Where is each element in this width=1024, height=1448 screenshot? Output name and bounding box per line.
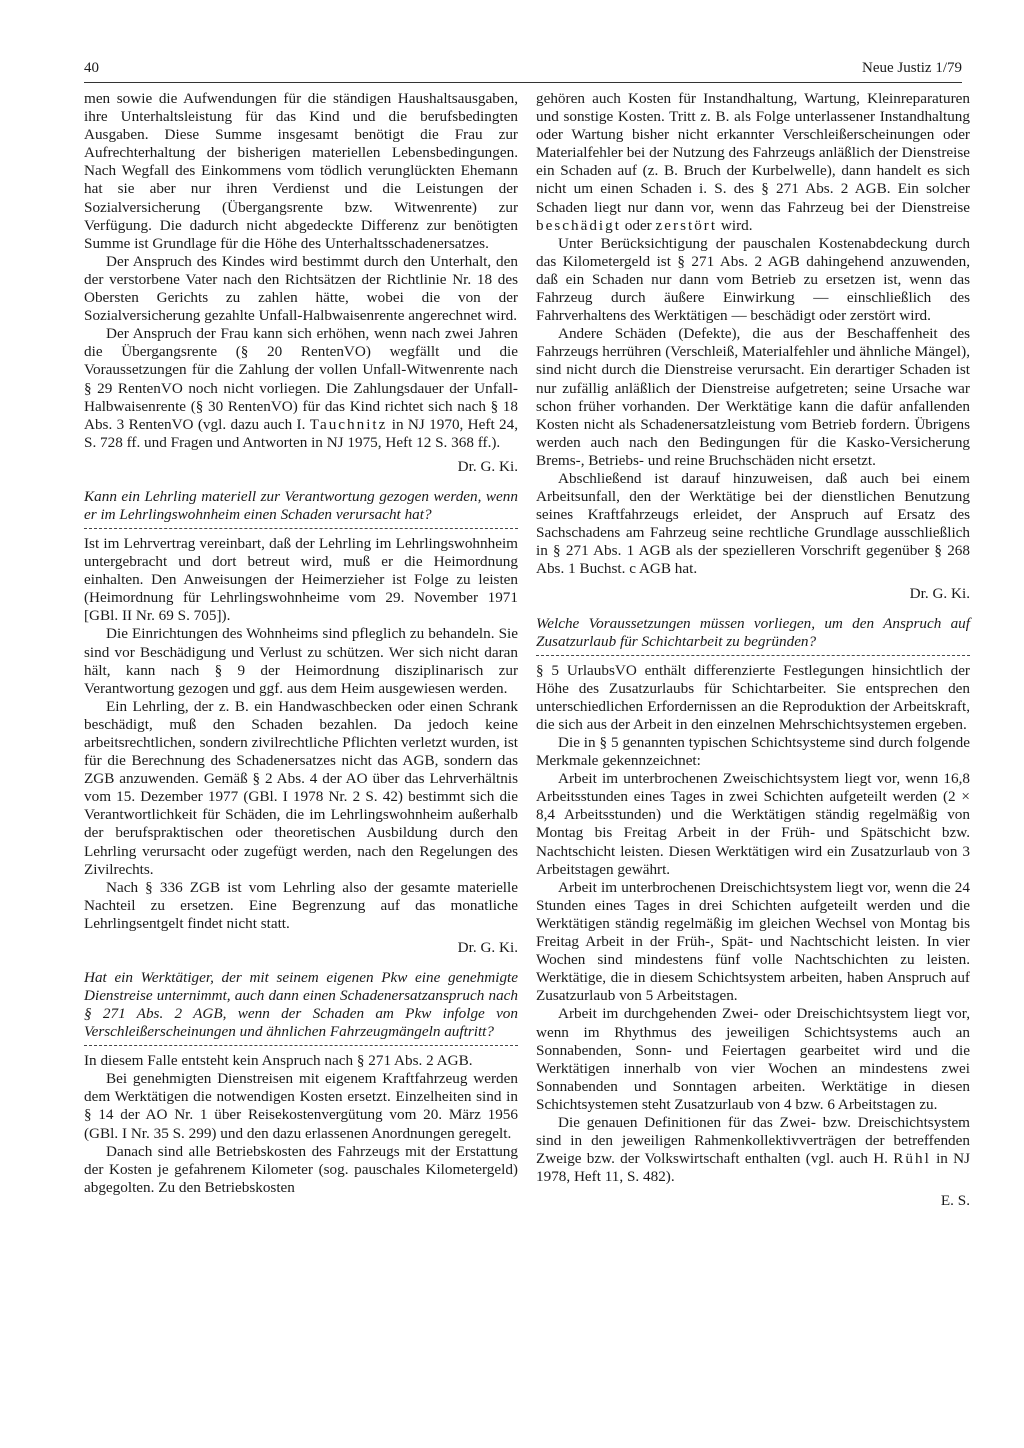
paragraph: Ein Lehrling, der z. B. ein Handwaschbecken oder einen Schrank beschädigt, muß den Schaden bezahlen. Da jedoch keine arbeitsrechtlichen, sondern zivilrechtliche Pflichten verletzt wurden, ist für die Berechnung des Schadenersatzes nicht das AGB, sondern das ZGB anzuwenden. Gemäß § 2 Abs. 4 der AO über das Lehrverhältnis vom 15. Dezember 1977 (GBl. I 1978 Nr. 2 S. 42) bestimmt sich die Verantwortlichkeit für Schäden, die im Lehrlingswohnheim außerhalb der berufspraktischen oder theoretischen Ausbildung durch den Lehrling verursacht oder zugefügt werden, nach den Regelungen des Zivilrechts.: [84, 697, 518, 878]
paragraph: Bei genehmigten Dienstreisen mit eigenem Kraftfahrzeug werden dem Werktätigen die notwendigen Kosten ersetzt. Einzelheiten sind in § 14 der AO Nr. 1 über Reisekostenvergütung vom 20. März 1956 (GBl. I Nr. 35 S. 299) und den dazu erlassenen Anordnungen geregelt.: [84, 1070, 518, 1142]
paragraph: In diesem Falle entsteht kein Anspruch nach § 271 Abs. 2 AGB.: [84, 1052, 473, 1070]
paragraph: § 5 UrlaubsVO enthält differenzierte Festlegungen hinsichtlich der Höhe des Zusatzurlaubs für Schichtarbeiter. Sie entsprechen den unterschiedlichen Erfordernissen an die Reproduktion der Arbeitskraft, die sich aus der Arbeit in den einzelnen Mehrschichtsystemen ergeben.: [536, 661, 970, 733]
page-number: 40: [84, 60, 99, 76]
paragraph: Der Anspruch der Frau kann sich erhöhen, wenn nach zwei Jahren die Übergangsrente (§ 20 RentenVO) wegfällt und die Voraussetzungen für die Zahlung der vollen Unfall-Witwenrente nach § 29 RentenVO noch nicht vorliegen. Die Zahlungsdauer der Unfall-Halbwaisenrente (§ 30 RentenVO) für das Kind richtet sich nach § 18 Abs. 3 RentenVO (vgl. dazu auch I. Tauchnitz in NJ 1970, Heft 24, S. 728 ff. und Fragen und Antworten in NJ 1975, Heft 12 S. 368 ff.).: [84, 325, 519, 451]
paragraph: Nach § 336 ZGB ist vom Lehrling also der gesamte materielle Nachteil zu ersetzen. Eine Begrenzung auf das monatliche Lehrlingsentgelt findet nicht statt.: [84, 878, 518, 932]
emphasis: beschädigt: [536, 216, 621, 234]
paragraph: Abschließend ist darauf hinzuweisen, daß auch bei einem Arbeitsunfall, den der Werktätige bei der dienstlichen Benutzung seines Kraftfahrzeugs erleidet, der Anspruch auf Ersatz des Sachschadens am Fahrzeug seine rechtliche Grundlage ausschließlich in § 271 Abs. 1 AGB als der spezielleren Vorschrift gegenüber § 268 Abs. 1 Buchst. c AGB hat.: [536, 469, 970, 578]
paragraph: Arbeit im unterbrochenen Zweischichtsystem liegt vor, wenn 16,8 Arbeitsstunden eines Tages in zwei Schichten aufgeteilt werden (2 × 8,4 Arbeitsstunden) und die Werktätigen ständig regelmäßig von Montag bis Freitag Arbeit in der Früh- und Spätschicht bzw. Nachtschicht leisten. Diesen Werktätigen wird ein Zusatzurlaub von 3 Arbeitstagen gewährt.: [536, 770, 970, 878]
author-name: Tauchnitz: [309, 415, 388, 433]
question-heading: Kann ein Lehrling materiell zur Verantwortung gezogen werden, wenn er im Lehrlingswohnheim einen Schaden verursacht hat?: [84, 488, 518, 529]
signature: Dr. G. Ki.: [909, 584, 970, 602]
paragraph: Arbeit im unterbrochenen Dreischichtsystem liegt vor, wenn die 24 Stunden eines Tages in drei Schichten aufgeteilt werden und die Werktätigen ständig regelmäßig im gleichen Wechsel von Montag bis Freitag Arbeit in der Früh-, Spät- und Nachtschicht leisten. In vier Wochen sind mindestens fünf volle Nachtschichten zu leisten. Werktätige, die in diesem Schichtsystem arbeiten, haben Anspruch auf Zusatzurlaub von 5 Arbeitstagen.: [536, 878, 970, 1005]
author-name: Rühl: [893, 1150, 931, 1168]
question-heading: Welche Voraussetzungen müssen vorliegen, um den Anspruch auf Zusatzurlaub für Schichtarbeit zu begründen?: [536, 615, 970, 656]
paragraph: Die genauen Definitionen für das Zwei- bzw. Dreischichtsystem sind in den jeweiligen Rahmenkollektivverträgen der betreffenden Zweige bzw. der Volkswirtschaft enthalten (vgl. auch H. Rühl in NJ 1978, Heft 11, S. 482).: [536, 1113, 971, 1186]
signature: Dr. G. Ki.: [457, 939, 518, 957]
paragraph: Die Einrichtungen des Wohnheims sind pfleglich zu behandeln. Sie sind vor Beschädigung und Verlust zu schützen. Wer sich nicht daran hält, kann nach § 9 der Heimordnung disziplinarisch zur Verantwortung gezogen und ggf. aus dem Heim ausgewiesen werden.: [84, 625, 518, 697]
paragraph: men sowie die Aufwendungen für die ständigen Haushaltsausgaben, ihre Unterhaltsleistung für das Kind und die berufsbedingten Ausgaben. Diese Summe insgesamt benötigt die Frau zur Aufrechterhaltung der bisherigen materiellen Lebensbedingungen. Nach Wegfall des Einkommens vom tödlich verunglückten Ehemann hat sie aber nur ihren Verdienst und die Leistungen der Sozialversicherung (Übergangsrente bzw. Witwenrente) zur Verfügung. Die dadurch nicht abgedeckte Differenz zur benötigten Summe ist Grundlage für die Höhe des Unterhaltsschadenersatzes.: [84, 90, 518, 252]
paragraph: Die in § 5 genannten typischen Schichtsysteme sind durch folgende Merkmale gekennzeichnet:: [536, 734, 970, 770]
header-rule: [84, 82, 962, 83]
paragraph: Unter Berücksichtigung der pauschalen Kostenabdeckung durch das Kilometergeld ist § 271 Abs. 2 AGB dahingehend anzuwenden, daß ein Schaden nur dann vom Betrieb zu ersetzen ist, wenn das Fahrzeug durch äußere Einwirkung — einschließlich des Fahrverhaltens des Werktätigen — beschädigt oder zerstört wird.: [536, 234, 970, 325]
right-column: [536, 90, 970, 1218]
left-column: [84, 90, 518, 1197]
paragraph: Andere Schäden (Defekte), die aus der Beschaffenheit des Fahrzeugs herrühren (Verschleiß, Materialfehler und ähnliche Mängel), sind nicht durch die Dienstreise verursacht. Ein derartiger Schaden ist nur zufällig anläßlich der Dienstreise aufgetreten; seine Ursache war schon früher vorhanden. Der Werktätige kann die dafür anfallenden Kosten nicht als Schadenersatzleistung vom Betrieb fordern. Übrigens werden auch nach den Bedingungen für die Kasko-Versicherung Brems-, Betriebs- und reine Bruchschäden nicht ersetzt.: [536, 325, 970, 469]
paragraph: Ist im Lehrvertrag vereinbart, daß der Lehrling im Lehrlingswohnheim untergebracht und dort betreut wird, muß er die Heimordnung einhalten. Den Anweisungen der Heimerzieher ist Folge zu leisten (Heimordnung für Lehrlingswohnheime vom 29. November 1971 [GBl. II Nr. 69 S. 705]).: [84, 534, 518, 625]
paragraph: Der Anspruch des Kindes wird bestimmt durch den Unterhalt, den der verstorbene Vater nach den Richtsätzen der Richtlinie Nr. 18 des Obersten Gerichts zu zahlen hätte, wobei die von der Sozialversicherung gezahlte Unfall-Halbwaisenrente angerechnet wird.: [84, 252, 518, 325]
signature: E. S.: [940, 1192, 970, 1210]
paragraph: Danach sind alle Betriebskosten des Fahrzeugs mit der Erstattung der Kosten je gefahrenem Kilometer (sog. pauschales Kilometergeld) abgegolten. Zu den Betriebskosten: [84, 1142, 518, 1196]
signature: Dr. G. Ki.: [457, 457, 518, 475]
emphasis: zerstört: [655, 216, 718, 234]
page-header: [84, 60, 962, 84]
paragraph: gehören auch Kosten für Instandhaltung, Wartung, Kleinreparaturen und sonstige Kosten. Tritt z. B. als Folge unterlassener Instandhaltung oder Wartung bisher nicht erkannter Verschleißerscheinungen oder Materialfehler bei der Nutzung des Fahrzeugs anläßlich der Dienstreise ein Schaden auf (z. B. Bruch der Kurbelwelle), dann handelt es sich nicht um einen Schaden i. S. des § 271 Abs. 2 AGB. Ein solcher Schaden liegt nur dann vor, wenn das Fahrzeug bei der Dienstreise beschädigt oder zerstört wird.: [536, 90, 970, 234]
paragraph: Arbeit im durchgehenden Zwei- oder Dreischichtsystem liegt vor, wenn im Rhythmus des jeweiligen Schichtsystems auch an Sonnabenden, Sonn- und Feiertagen gearbeitet wird und die Werktätigen innerhalb von vier Wochen an mindestens zwei Sonnabenden und Sonntagen arbeiten. Werktätige in diesen Schichtsystemen steht Zusatzurlaub von 4 bzw. 6 Arbeitstagen zu.: [536, 1005, 970, 1113]
journal-issue: Neue Justiz 1/79: [862, 60, 962, 76]
question-heading: Hat ein Werktätiger, der mit seinem eigenen Pkw eine genehmigte Dienstreise unternimmt, auch dann einen Schadenersatzanspruch nach § 271 Abs. 2 AGB, wenn der Schaden am Pkw infolge von Verschleißerscheinungen und ähnlichen Fahrzeugmängeln auftritt?: [84, 969, 518, 1046]
